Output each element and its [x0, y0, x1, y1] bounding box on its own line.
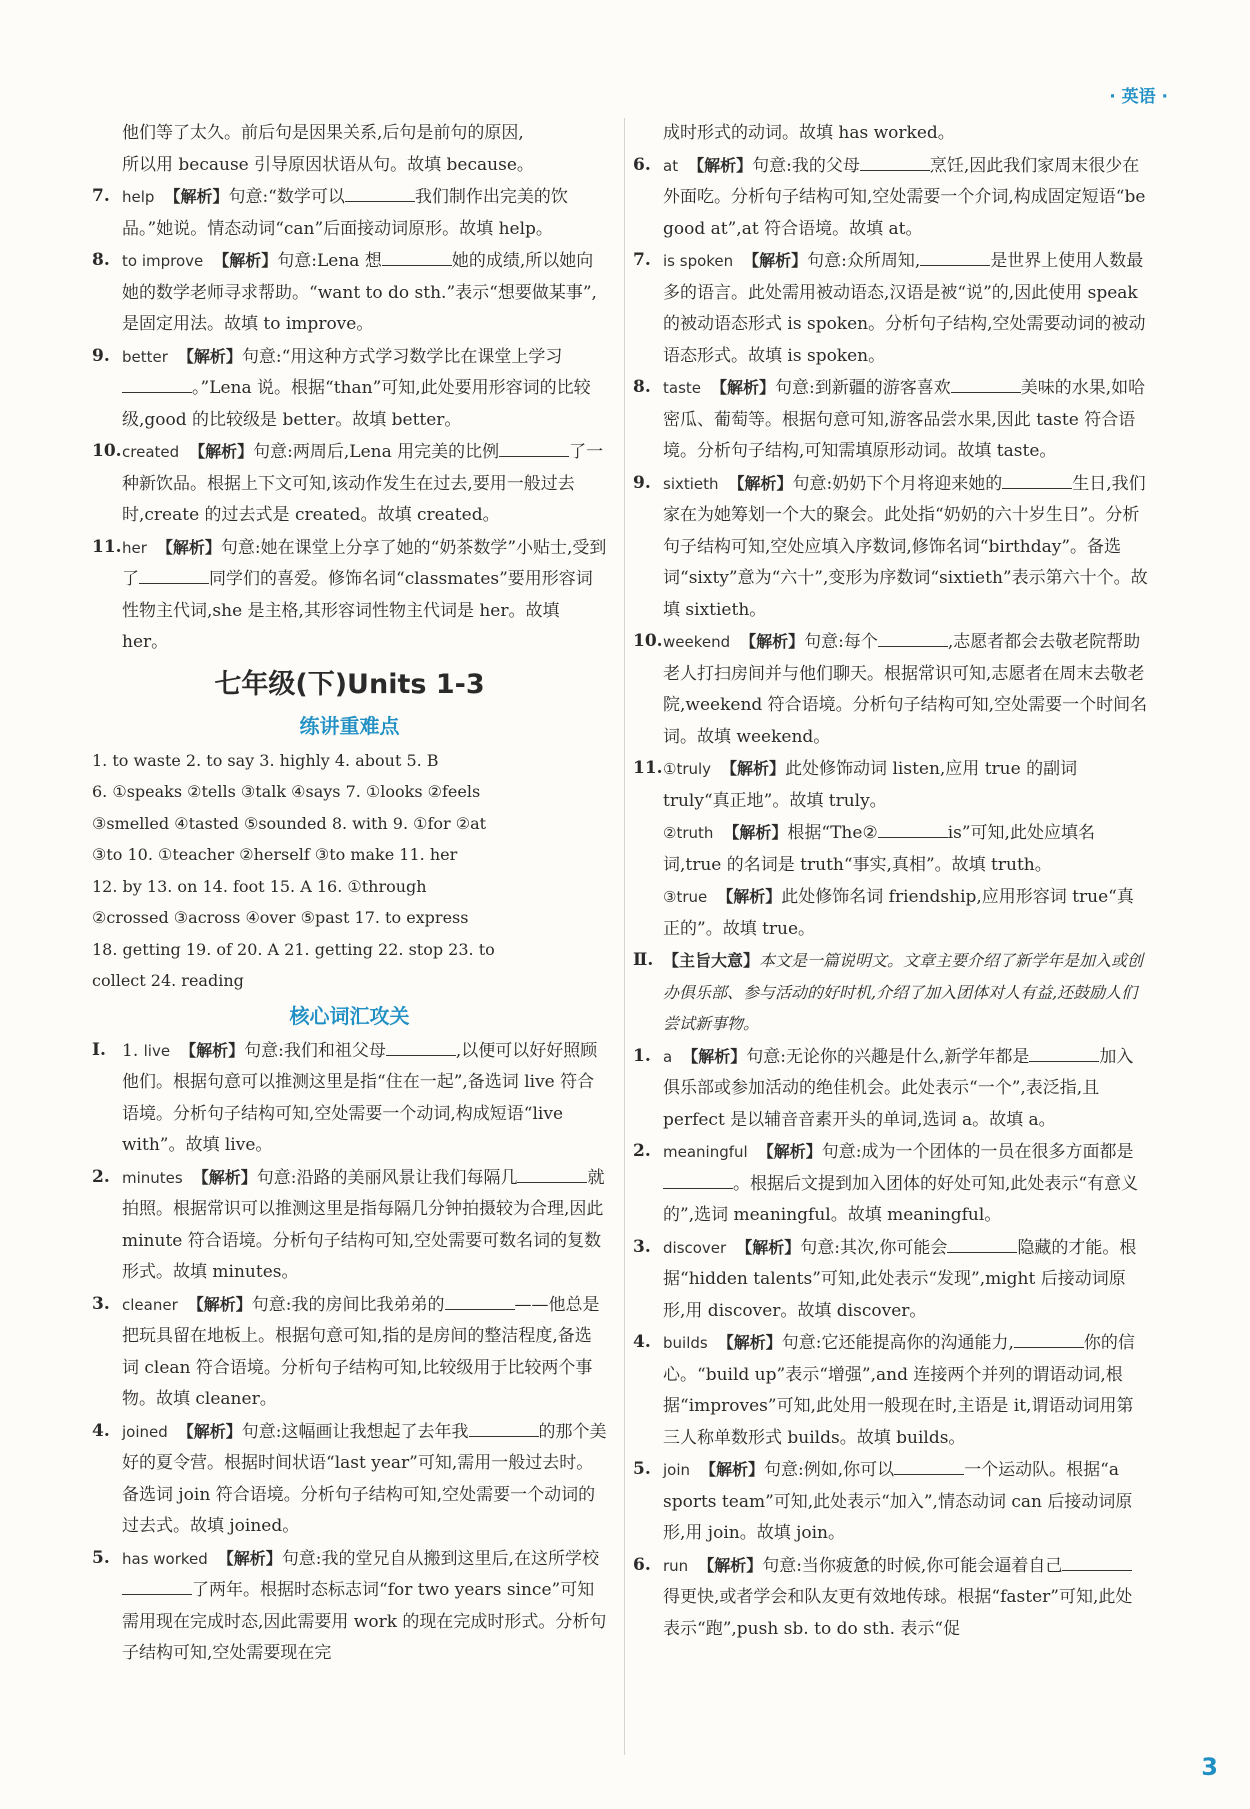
answer: weekend [663, 633, 731, 651]
page-header-subject: · 英语 · [1109, 87, 1168, 107]
entry-number: 1. [633, 1045, 651, 1066]
entry-number: 9. [92, 345, 110, 366]
analysis-text: 是世界上使用人数最多的语言。此处需用被动语态,汉语是被“说”的,因此使用 speak 的被动语态形式 is spoken。分析句子结构,空处需要动词的被动语态形式。故填 is spoken。 [663, 251, 1146, 366]
analysis-text: 句意:Lena 想 [277, 251, 382, 271]
column-divider [624, 118, 625, 1755]
analysis-tag: 【解析】 [180, 1040, 245, 1060]
answer: at [663, 156, 679, 175]
blank [1002, 470, 1072, 489]
analysis-tag: 【解析】 [682, 1046, 747, 1066]
analysis-text: 此处修饰名词 friendship,应用形容词 true“真正的”。故填 true。 [663, 887, 1134, 939]
roman-numeral: Ⅱ. [633, 950, 654, 970]
analysis-tag: 【解析】 [164, 187, 229, 206]
key-line: ③smelled ④tasted ⑤sounded 8. with 9. ①for ②at [92, 813, 487, 833]
key-line: ③to 10. ①teacher ②herself ③to make 11. her [92, 845, 458, 864]
analysis-tag: 【解析】 [688, 155, 753, 175]
left-intro-line: 所以用 because 引导原因状语从句。故填 because。 [122, 154, 534, 175]
analysis-text: 同学们的喜爱。修饰名词“classmates”要用形容词性物主代词,she 是主格,其形容词性物主代词是 her。故填 her。 [122, 569, 593, 652]
answer: ③true [663, 888, 708, 906]
entry-number: 2. [633, 1141, 651, 1161]
analysis-tag: 【解析】 [728, 473, 793, 493]
answer-entry [633, 150, 1148, 246]
answer: to improve [122, 252, 204, 270]
analysis-text: 句意:“用这种方式学习数学比在课堂上学习 [241, 346, 563, 367]
analysis-text: 此处修饰动词 listen,应用 true 的副词 truly“真正地”。故填 truly。 [663, 759, 1078, 811]
answer-entry [633, 753, 1148, 817]
analysis-text: 隐藏的才能。根据“hidden talents”可知,此处表示“发现”,might 后接动词原形,用 discover。故填 discover。 [663, 1237, 1137, 1321]
summary-tag: 【主旨大意】 [663, 951, 760, 970]
key-line: collect 24. reading [92, 971, 244, 990]
analysis-text: 句意:这幅画让我想起了去年我 [241, 1421, 469, 1442]
analysis-text: 。”Lena 说。根据“than”可知,此处要用形容词的比较级,good 的比较级是 better。故填 better。 [122, 378, 591, 430]
entry-number: 8. [633, 377, 651, 397]
analysis-text: 句意:到新疆的游客喜欢 [775, 378, 951, 398]
analysis-text: 句意:奶奶下个月将迎来她的 [792, 473, 1003, 494]
analysis-text: 你的信心。“build up”表示“增强”,and 连接两个并列的谓语动词,根据“improves”可知,此处用一般现在时,主语是 it,谓语动词用第三人称单数形式 builds。故填 builds。 [663, 1333, 1135, 1448]
analysis-text: 句意:成为一个团体的一员在很多方面都是 [821, 1142, 1134, 1162]
answer-entry [92, 341, 607, 437]
blank [1029, 1043, 1099, 1062]
analysis-text: 句意:我们和祖父母 [244, 1040, 386, 1061]
answer: is spoken [663, 252, 734, 270]
entry-number: 7. [633, 250, 651, 270]
answer: discover [663, 1238, 727, 1257]
answer-entry [92, 245, 607, 341]
entry-number: 7. [92, 186, 110, 206]
blank [920, 247, 990, 266]
answer: live [143, 1041, 171, 1060]
answer-entry [92, 1416, 607, 1543]
answer: minutes [122, 1168, 183, 1187]
entry-number: 11. [633, 758, 663, 778]
blank [878, 819, 948, 838]
analysis-text: 生日,我们家在为她筹划一个大的聚会。此处指“奶奶的六十岁生日”。分析句子结构可知,空处应填入序数词,修饰名词“birthday”。备选词“sixty”意为“六十”,变形为序数词“sixtieth”表示第六十个。故填 sixtieth。 [663, 473, 1148, 620]
blank [1014, 1329, 1084, 1348]
analysis-tag: 【解析】 [723, 823, 788, 842]
answer-entry [633, 1327, 1148, 1454]
answer: sixtieth [663, 474, 719, 493]
analysis-text: 句意:两周后,Lena 用完美的比例 [253, 442, 500, 462]
analysis-tag: 【解析】 [711, 378, 776, 397]
answer: a [663, 1047, 673, 1066]
answer: join [663, 1461, 691, 1479]
answer: builds [663, 1334, 708, 1352]
answer: better [122, 347, 168, 366]
analysis-tag: 【解析】 [717, 887, 782, 906]
analysis-text: 句意:“数学可以 [228, 187, 345, 207]
answer: her [122, 538, 147, 557]
analysis-tag: 【解析】 [217, 1548, 282, 1568]
blank [122, 374, 192, 393]
answer: meaningful [663, 1143, 748, 1161]
subsection-title: 核心词汇攻关 [289, 1003, 410, 1028]
answer-entry [92, 1162, 607, 1289]
entry-number: 3. [92, 1293, 110, 1314]
blank [345, 183, 415, 202]
analysis-text: 就拍照。根据常识可以推测这里是指每隔几分钟拍摄较为合理,因此 minute 符合语境。分析句子结构可知,空处需要可数名词的复数形式。故填 minutes。 [122, 1167, 605, 1282]
blank [860, 152, 930, 171]
answer-entry [633, 372, 1148, 468]
analysis-text: 了一种新饮品。根据上下文可知,该动作发生在过去,要用一般过去时,create 的过去式是 created。故填 created。 [122, 442, 604, 525]
answer-entry [633, 245, 1148, 372]
analysis-tag: 【解析】 [192, 1167, 257, 1187]
left-column [92, 118, 607, 1670]
analysis-text: 句意:众所周知, [807, 251, 921, 271]
blank [1062, 1552, 1132, 1571]
analysis-tag: 【解析】 [213, 251, 278, 270]
analysis-tag: 【解析】 [698, 1555, 763, 1575]
analysis-tag: 【解析】 [757, 1142, 822, 1161]
analysis-text: ——他总是把玩具留在地板上。根据句意可知,指的是房间的整洁程度,备选词 clean 符合语境。分析句子结构可知,比较级用于比较两个事物。故填 cleaner。 [122, 1294, 600, 1409]
answer: created [122, 443, 180, 461]
answer-entry [633, 1550, 1148, 1646]
analysis-text: 的那个美好的夏令营。根据时间状语“last year”可知,需用一般过去时。备选词 join 符合语境。分析句子结构可知,空处需要一个动词的过去式。故填 joined。 [122, 1421, 607, 1536]
answer-entry [92, 1289, 607, 1416]
analysis-tag: 【解析】 [717, 1333, 782, 1352]
blank [122, 1576, 192, 1595]
analysis-text: 一个运动队。根据“a sports team”可知,此处表示“加入”,情态动词 can 后接动词原形,用 join。故填 join。 [663, 1460, 1133, 1543]
analysis-tag: 【解析】 [189, 442, 254, 461]
analysis-text: 句意:我的房间比我弟弟的 [251, 1294, 445, 1315]
entry-number [92, 1035, 106, 1067]
page-number: 3 [1201, 1752, 1218, 1781]
answer-entry [633, 468, 1148, 627]
analysis-text: 她的成绩,所以她向她的数学老师寻求帮助。“want to do sth.”表示“想要做某事”,是固定用法。故填 to improve。 [122, 251, 597, 334]
summary-text: 本文是一篇说明文。文章主要介绍了新学年是加入或创办俱乐部、参与活动的好时机,介绍了加入团体对人有益,还鼓励人们尝试新事物。 [663, 951, 1144, 1033]
answer: ①truly [663, 760, 712, 778]
blank [445, 1291, 515, 1310]
answer-entry [92, 532, 607, 659]
analysis-text: 美味的水果,如哈密瓜、葡萄等。根据句意可知,游客品尝水果,因此 taste 符合语境。分析句子结构,可知需填原形动词。故填 taste。 [663, 378, 1146, 461]
analysis-text: 加入俱乐部或参加活动的绝佳机会。此处表示“一个”,表泛指,且 perfect 是以辅音音素开头的单词,选词 a。故填 a。 [663, 1046, 1134, 1130]
answer-entry [633, 1454, 1148, 1550]
blank [878, 628, 948, 647]
entry-number: 6. [633, 1554, 651, 1575]
entry-number: 11. [92, 536, 122, 557]
answer-entry [633, 1232, 1148, 1328]
analysis-tag: 【解析】 [177, 1421, 242, 1441]
answer: taste [663, 379, 701, 397]
roman-numeral: Ⅰ. [92, 1039, 106, 1060]
analysis-text: 句意:其次,你可能会 [800, 1237, 948, 1258]
entry-number: 5. [633, 1459, 651, 1479]
analysis-text: ,志愿者都会去敬老院帮助老人打扫房间并与他们聊天。根据常识可知,志愿者在周末去敬老院,weekend 符合语境。分析句子结构可知,空处需要一个时间名词。故填 weekend。 [663, 632, 1148, 747]
analysis-text: 句意:我的堂兄自从搬到这里后,在这所学校 [281, 1548, 599, 1569]
analysis-text: is”可知,此处应填名词,true 的名词是 truth“事实,真相”。故填 truth。 [663, 823, 1095, 875]
blank [139, 565, 209, 584]
analysis-text: 句意:例如,你可以 [764, 1460, 895, 1480]
entry-number: 10. [633, 631, 663, 651]
answer-entry [633, 1041, 1148, 1137]
analysis-tag: 【解析】 [721, 759, 786, 778]
blank [499, 438, 569, 457]
sub-answer-entry [633, 817, 1148, 881]
analysis-text: 句意:她在课堂上分享了她的“奶茶数学”小贴士,受到了 [122, 537, 607, 589]
analysis-text: ,以便可以好好照顾他们。根据句意可以推测这里是指“住在一起”,备选词 live 符合语境。分析句子结构可知,空处需要一个动词,构成短语“live with”。故填 live。 [122, 1040, 598, 1155]
analysis-text: 根据“The② [787, 823, 878, 843]
key-line: 6. ①speaks ②tells ③talk ④says 7. ①looks ②feels [92, 782, 481, 801]
key-line: 18. getting 19. of 20. A 21. getting 22. stop 23. to [92, 939, 495, 959]
answer-entry [633, 626, 1148, 753]
analysis-tag: 【解析】 [743, 251, 808, 270]
analysis-tag: 【解析】 [736, 1237, 801, 1257]
blank [951, 374, 1021, 393]
blank [382, 247, 452, 266]
answer: help [122, 188, 155, 206]
answer: has worked [122, 1549, 208, 1568]
answer: run [663, 1556, 689, 1575]
entry-number: 10. [92, 441, 122, 461]
analysis-tag: 【解析】 [156, 537, 221, 557]
entry-number: 6. [633, 154, 651, 175]
analysis-tag: 【解析】 [177, 346, 242, 366]
answer: joined [122, 1422, 168, 1441]
blank [386, 1037, 456, 1056]
analysis-tag: 【解析】 [740, 632, 805, 651]
entry-number: 9. [633, 472, 651, 493]
key-line: 1. to waste 2. to say 3. highly 4. about 5. B [92, 750, 439, 770]
sub-answer-entry [633, 881, 1148, 945]
blank [663, 1170, 733, 1189]
analysis-text: 。根据后文提到加入团体的好处可知,此处表示“有意义的”,选词 meaningful。故填 meaningful。 [663, 1173, 1139, 1225]
analysis-text: 句意:当你疲惫的时候,你可能会逼着自己 [762, 1555, 1063, 1576]
analysis-tag: 【解析】 [187, 1294, 252, 1314]
entry-number: 4. [633, 1332, 651, 1352]
analysis-text: 句意:它还能提高你的沟通能力, [781, 1333, 1014, 1353]
right-intro-line: 成时形式的动词。故填 has worked。 [663, 123, 955, 143]
analysis-text: 句意:无论你的兴趣是什么,新学年都是 [746, 1046, 1030, 1067]
passage-summary [633, 945, 1148, 1041]
blank [947, 1234, 1017, 1253]
answer: ②truth [663, 824, 714, 842]
analysis-text: 句意:沿路的美丽风景让我们每隔几 [256, 1167, 518, 1188]
blank [894, 1456, 964, 1475]
entry-number: 2. [92, 1166, 110, 1187]
analysis-text: 句意:每个 [804, 632, 878, 652]
entry-number: 4. [92, 1420, 110, 1441]
key-line: 12. by 13. on 14. foot 15. A 16. ①through [92, 876, 427, 896]
analysis-text: 句意:我的父母 [752, 155, 860, 176]
answer-entry [92, 436, 607, 532]
answer-entry [92, 1035, 607, 1162]
answer-entry [92, 1543, 607, 1670]
answer-entry [633, 1136, 1148, 1232]
analysis-text: 烹饪,因此我们家周末很少在外面吃。分析句子结构可知,空处需要一个介词,构成固定短语“be good at”,at 符合语境。故填 at。 [663, 155, 1146, 239]
subsection-title: 练讲重难点 [299, 713, 400, 738]
blank [469, 1418, 539, 1437]
answer: cleaner [122, 1295, 178, 1314]
blank [517, 1164, 587, 1183]
entry-number: 3. [633, 1236, 651, 1257]
entry-number: 1. [122, 1040, 139, 1061]
right-column [633, 118, 1148, 1645]
section-title: 七年级(下)Units 1-3 [214, 668, 485, 700]
key-line: ②crossed ③across ④over ⑤past 17. to express [92, 908, 469, 927]
analysis-text: 了两年。根据时态标志词“for two years since”可知需用现在完成时态,因此需要用 work 的现在完成时形式。分析句子结构可知,空处需要现在完 [122, 1580, 607, 1663]
entry-number: 5. [92, 1547, 110, 1568]
analysis-tag: 【解析】 [700, 1460, 765, 1479]
analysis-text: 我们制作出完美的饮品。”她说。情态动词“can”后面接动词原形。故填 help。 [122, 187, 568, 239]
left-intro-line: 他们等了太久。前后句是因果关系,后句是前句的原因, [122, 123, 524, 143]
analysis-text: 得更快,或者学会和队友更有效地传球。根据“faster”可知,此处表示“跑”,push sb. to do sth. 表示“促 [663, 1587, 1133, 1639]
answer-entry [92, 181, 607, 245]
entry-number: 8. [92, 250, 110, 270]
